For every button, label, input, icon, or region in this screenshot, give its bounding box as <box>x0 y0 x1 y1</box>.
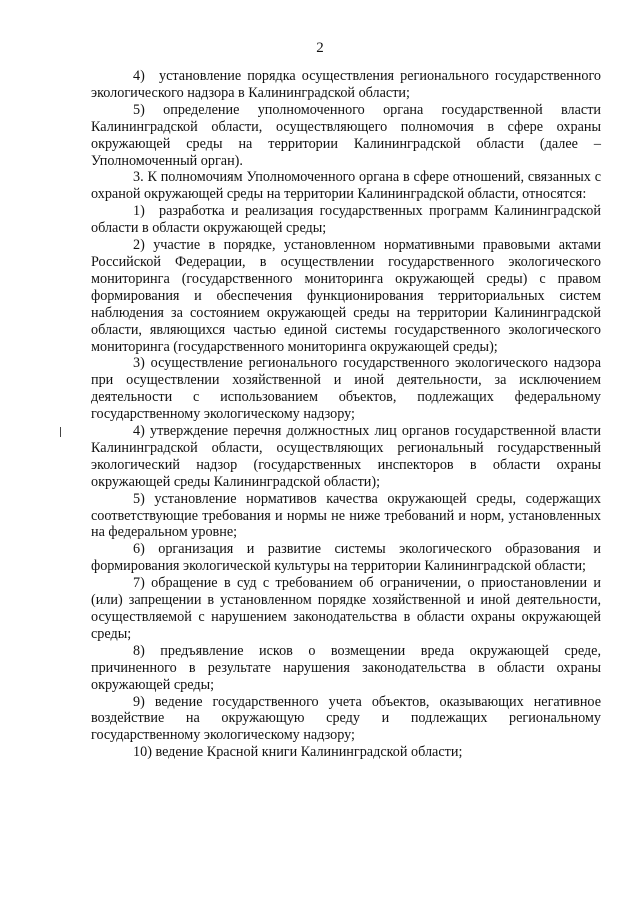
paragraph-power-4-inspectors: 4) утверждение перечня должностных лиц органов государственной власти Калининградской области, осуществляющих региональный государственный экологический надзор (государственных инспекторов в области охраны окружающей среды Калининградской области); <box>91 423 601 490</box>
page-number: 2 <box>316 40 324 56</box>
paragraph-section-3-powers: 3. К полномочиям Уполномоченного органа в сфере отношений, связанных с охраной окружающей среды на территории Калининградской области, относятся: <box>91 169 601 203</box>
paragraph-power-1-programs: 1) разработка и реализация государственных программ Калининградской области в области окружающей среды; <box>91 203 601 237</box>
paragraph-power-7-court: 7) обращение в суд с требованием об ограничении, о приостановлении и (или) запрещении в установленном порядке хозяйственной и иной деятельности, осуществляемой с нарушением законодательства в области охраны окружающей среды; <box>91 575 601 642</box>
paragraph-power-10-red-book: 10) ведение Красной книги Калининградской области; <box>133 744 463 761</box>
paragraph-item-4-regional-supervision: 4) установление порядка осуществления регионального государственного экологического надзора в Калининградской области; <box>91 68 601 101</box>
paragraph-item-5-authorized-body: 5) определение уполномоченного органа государственной власти Калининградской области, осуществляющего полномочия в сфере охраны окружающей среды на территории Калининградской области (далее – Уполномоченный орган). <box>91 101 601 169</box>
margin-mark <box>60 427 61 437</box>
paragraph-power-6-education: 6) организация и развитие системы экологического образования и формирования экологической культуры на территории Калининградской области; <box>91 541 601 575</box>
document-body <box>91 68 601 761</box>
paragraph-power-5-quality-standards: 5) установление нормативов качества окружающей среды, содержащих соответствующие требования и нормы не ниже требований и норм, установленных на федеральном уровне; <box>91 490 601 541</box>
paragraph-power-8-claims: 8) предъявление исков о возмещении вреда окружающей среде, причиненного в результате нарушения законодательства в области охраны окружающей среды; <box>91 642 601 693</box>
paragraph-power-3-supervision: 3) осуществление регионального государственного экологического надзора при осуществлении хозяйственной и иной деятельности, за исключением деятельности с использованием объектов, подлежащих федеральному государственному экологическому надзору; <box>91 355 601 423</box>
paragraph-power-9-registry: 9) ведение государственного учета объектов, оказывающих негативное воздействие на окружающую среду и подлежащих региональному государственному экологическому надзору; <box>91 693 601 744</box>
paragraph-power-2-monitoring: 2) участие в порядке, установленном нормативными правовыми актами Российской Федерации, в осуществлении государственного экологического мониторинга (государственного мониторинга окружающей среды) с правом формирования и обеспечения функционирования территориальных систем наблюдения за состоянием окружающей среды на территории Калининградской области, являющихся частью единой системы государственного экологического мониторинга (государственного мониторинга окружающей среды); <box>91 237 601 355</box>
